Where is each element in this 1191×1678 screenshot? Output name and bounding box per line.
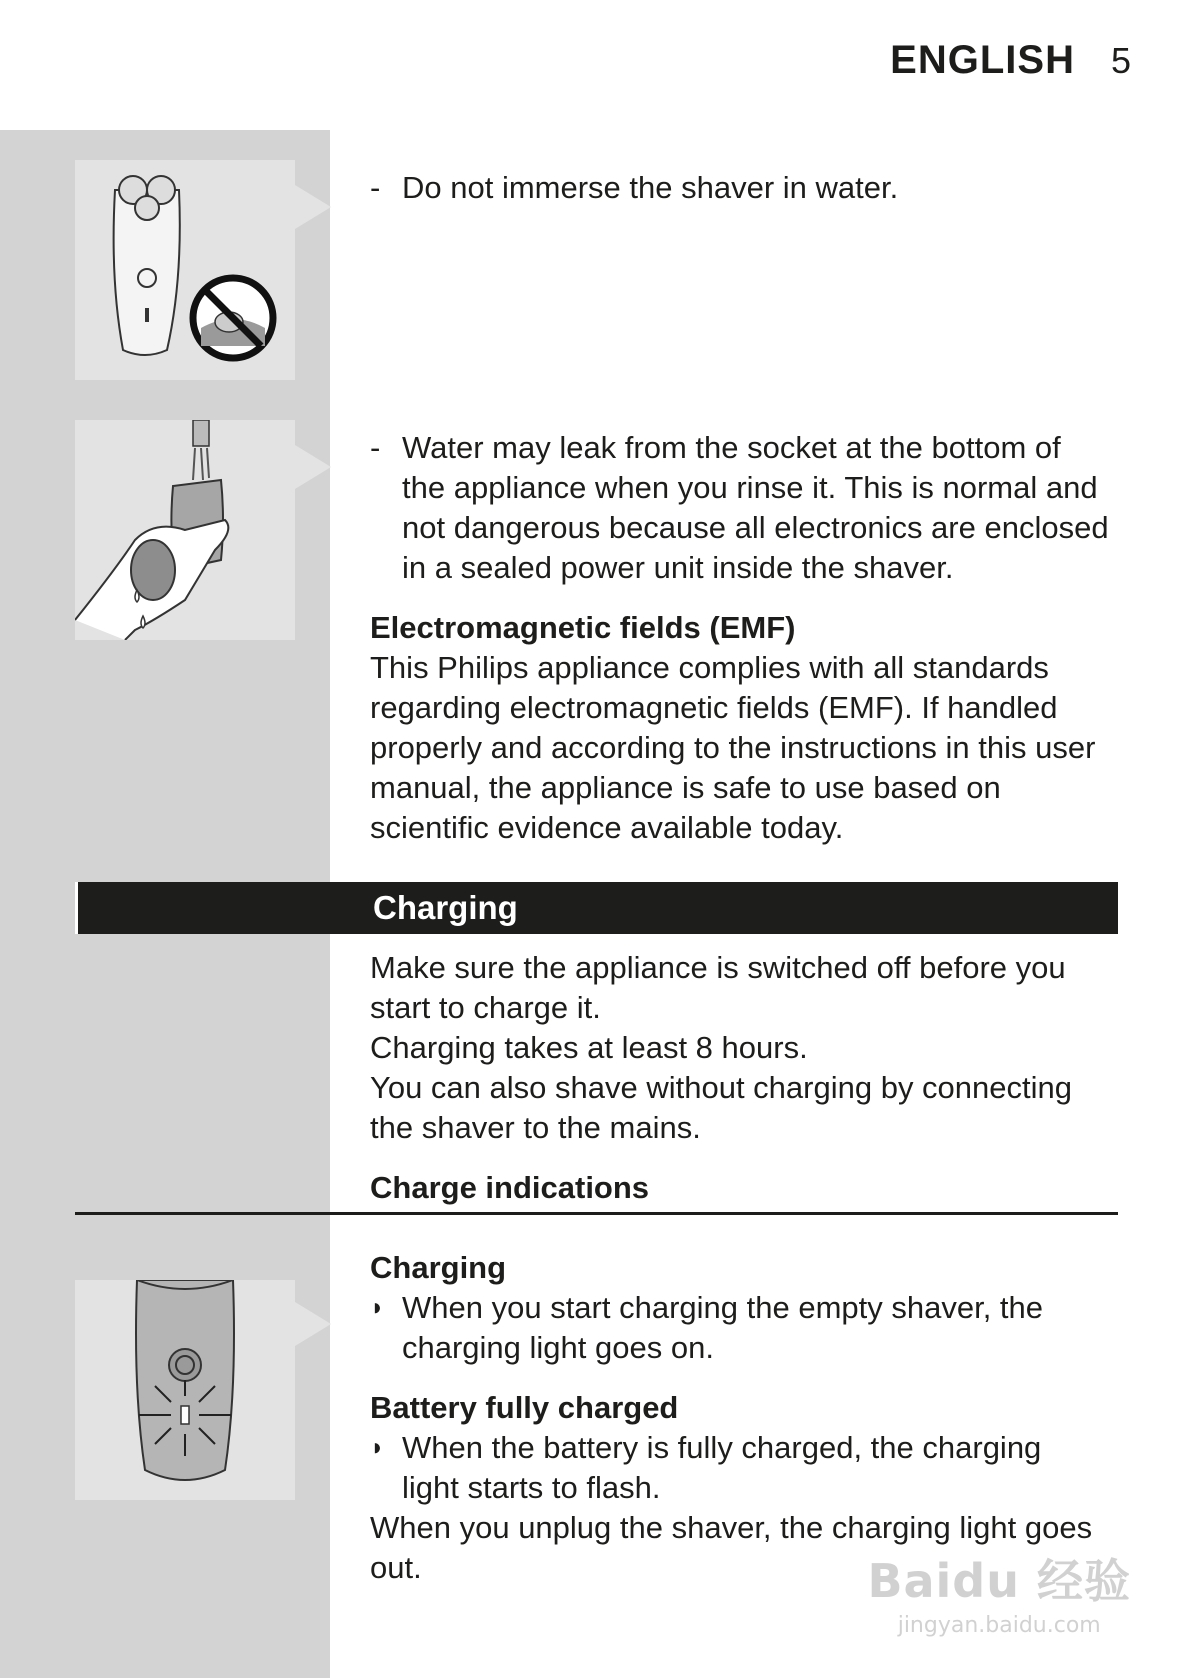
emf-section — [370, 608, 1100, 848]
emf-heading: Electromagnetic fields (EMF) — [370, 610, 796, 645]
charging-light-icon — [75, 1280, 295, 1500]
leak-text: Water may leak from the socket at the bottom of the appliance when you rinse it. This is normal and not dangerous because all electronics are enclosed in a sealed power unit inside the shaver. — [402, 430, 1109, 585]
section-rule — [75, 1212, 1118, 1215]
bullet-marker: ◗ — [370, 1434, 385, 1461]
watermark-url: jingyan.baidu.com — [897, 1613, 1101, 1638]
charging-subsection — [370, 1248, 1100, 1368]
charging-subheading: Charging — [370, 1250, 507, 1285]
dash-marker: - — [370, 170, 381, 205]
charging-section-title: Charging — [373, 889, 518, 926]
no-immerse-illustration — [75, 160, 295, 380]
emf-body: This Philips appliance complies with all standards regarding electromagnetic fields (EMF). If handled properly and according to the instructions in this user manual, the appliance is safe to use based on scientific evidence available today. — [370, 650, 1096, 845]
shaver-no-water-icon — [75, 160, 295, 380]
immerse-warning — [370, 168, 1120, 208]
shaver-rinse-icon — [75, 420, 295, 640]
charge-indications — [370, 1168, 1120, 1208]
dash-marker: - — [370, 430, 381, 465]
charging-p3: You can also shave without charging by connecting the shaver to the mains. — [370, 1070, 1072, 1145]
charging-p2: Charging takes at least 8 hours. — [370, 1030, 808, 1065]
unplug-text: When you unplug the shaver, the charging light goes out. — [370, 1510, 1093, 1585]
watermark-logo: Baidu 经验 — [867, 1554, 1131, 1608]
page-number: 5 — [1110, 40, 1131, 81]
bullet-marker: ◗ — [370, 1294, 385, 1321]
page-header — [890, 38, 1131, 98]
watermark — [867, 1545, 1131, 1638]
charging-light-illustration — [75, 1280, 295, 1500]
charging-section-bar — [75, 882, 1118, 934]
language-label: ENGLISH — [890, 38, 1075, 82]
rinse-illustration — [75, 420, 295, 640]
immerse-text: Do not immerse the shaver in water. — [402, 170, 899, 205]
charging-bullet: When you start charging the empty shaver, the charging light goes on. — [402, 1290, 1044, 1365]
charging-intro — [370, 948, 1100, 1148]
charging-p1: Make sure the appliance is switched off before you start to charge it. — [370, 950, 1066, 1025]
full-bullet: When the battery is fully charged, the charging light starts to flash. — [402, 1430, 1042, 1505]
full-heading: Battery fully charged — [370, 1390, 679, 1425]
charge-indications-heading: Charge indications — [370, 1170, 650, 1205]
leak-note — [370, 428, 1110, 588]
